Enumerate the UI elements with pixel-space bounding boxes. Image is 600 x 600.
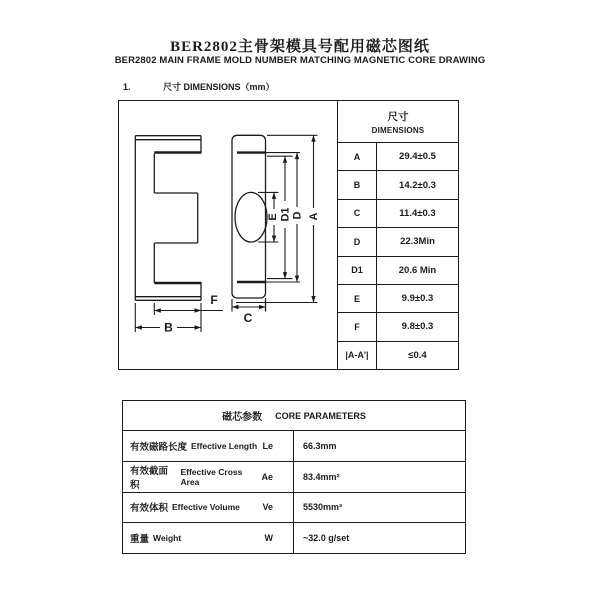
dim-label-a: A xyxy=(308,212,320,221)
parameter-name-cell xyxy=(123,493,294,523)
front-view-e-core xyxy=(135,136,201,301)
dim-value: 11.4±0.3 xyxy=(399,207,436,219)
table-row xyxy=(338,313,458,341)
dimension-b xyxy=(135,303,201,335)
parameters-table-header xyxy=(123,401,465,431)
page-title-chinese: BER2802主骨架模具号配用磁芯图纸 xyxy=(170,39,430,55)
parameter-name-cn: 有效截面积 xyxy=(130,465,169,491)
dim-symbol: C xyxy=(338,200,377,227)
table-row xyxy=(338,200,458,228)
dimension-e xyxy=(258,192,282,242)
dim-symbol: E xyxy=(338,285,377,312)
parameter-symbol: W xyxy=(264,533,273,544)
table-row xyxy=(338,143,458,171)
table-row xyxy=(338,171,458,199)
dimensions-panel xyxy=(118,100,459,370)
parameter-name-en: Effective Cross Area xyxy=(180,466,243,487)
table-row xyxy=(123,493,465,524)
dim-label-e: E xyxy=(267,213,279,221)
dim-symbol: F xyxy=(338,313,377,340)
parameters-header-cn: 磁芯参数 xyxy=(222,412,263,423)
parameters-header-en: CORE PARAMETERS xyxy=(275,410,366,421)
table-row xyxy=(123,523,465,553)
dim-value: 22.3Min xyxy=(400,236,435,248)
table-row xyxy=(338,342,458,369)
section-heading xyxy=(123,80,275,93)
core-parameters-table xyxy=(122,400,466,554)
parameter-value: 5530mm³ xyxy=(303,502,343,513)
parameter-name-en: Effective Volume xyxy=(172,502,240,513)
dimensions-table-header xyxy=(338,101,458,143)
parameter-symbol: Ve xyxy=(262,502,273,513)
page-title-english: BER2802 MAIN FRAME MOLD NUMBER MATCHING MAGNETIC CORE DRAWING xyxy=(114,55,486,66)
core-drawing-svg xyxy=(119,101,338,368)
dimension-d xyxy=(292,153,306,282)
dim-label-b: B xyxy=(164,320,173,335)
parameter-name-cn: 有效磁路长度 xyxy=(130,441,188,453)
table-row xyxy=(338,285,458,313)
dim-symbol: A xyxy=(338,143,377,170)
dim-label-f: F xyxy=(210,293,218,307)
dim-symbol: D xyxy=(338,228,377,255)
dim-symbol: |A-A'| xyxy=(338,342,377,369)
parameter-symbol: Le xyxy=(262,440,273,451)
core-technical-drawing xyxy=(119,101,338,369)
dim-value: 20.6 Min xyxy=(398,264,437,276)
dim-label-d1: D1 xyxy=(279,207,292,222)
parameter-name-cell xyxy=(123,462,294,492)
parameter-value: 66.3mm xyxy=(303,440,337,451)
dim-label-d: D xyxy=(291,211,304,220)
parameter-name-cell xyxy=(123,431,294,461)
dimensions-header-en: DIMENSIONS xyxy=(371,125,425,135)
parameter-name-cn: 重量 xyxy=(130,534,150,546)
dim-value: 14.2±0.3 xyxy=(399,179,436,191)
dim-symbol: B xyxy=(338,171,377,198)
table-row xyxy=(123,431,465,462)
parameter-name-cell xyxy=(123,523,294,553)
table-row xyxy=(338,228,458,256)
parameter-name-cn: 有效体积 xyxy=(130,503,169,515)
parameter-value: ~32.0 g/set xyxy=(303,533,350,544)
section-label: 尺寸 DIMENSIONS（mm） xyxy=(163,82,275,92)
dim-symbol: D1 xyxy=(338,257,377,284)
parameter-symbol: Ae xyxy=(261,471,273,482)
dim-value: 9.9±0.3 xyxy=(401,293,434,305)
parameter-name-en: Effective Length xyxy=(191,440,258,451)
dim-value: 29.4±0.5 xyxy=(399,151,436,163)
parameter-name-en: Weight xyxy=(153,533,182,544)
parameter-value: 83.4mm² xyxy=(303,471,340,482)
dimensions-table xyxy=(338,101,458,369)
dim-label-c: C xyxy=(243,311,253,325)
table-row xyxy=(123,462,465,493)
dim-value: ≤0.4 xyxy=(408,349,427,361)
section-number: 1. xyxy=(123,82,131,92)
table-row xyxy=(338,257,458,285)
dim-value: 9.8±0.3 xyxy=(401,321,434,333)
dimensions-header-cn: 尺寸 xyxy=(387,110,409,123)
